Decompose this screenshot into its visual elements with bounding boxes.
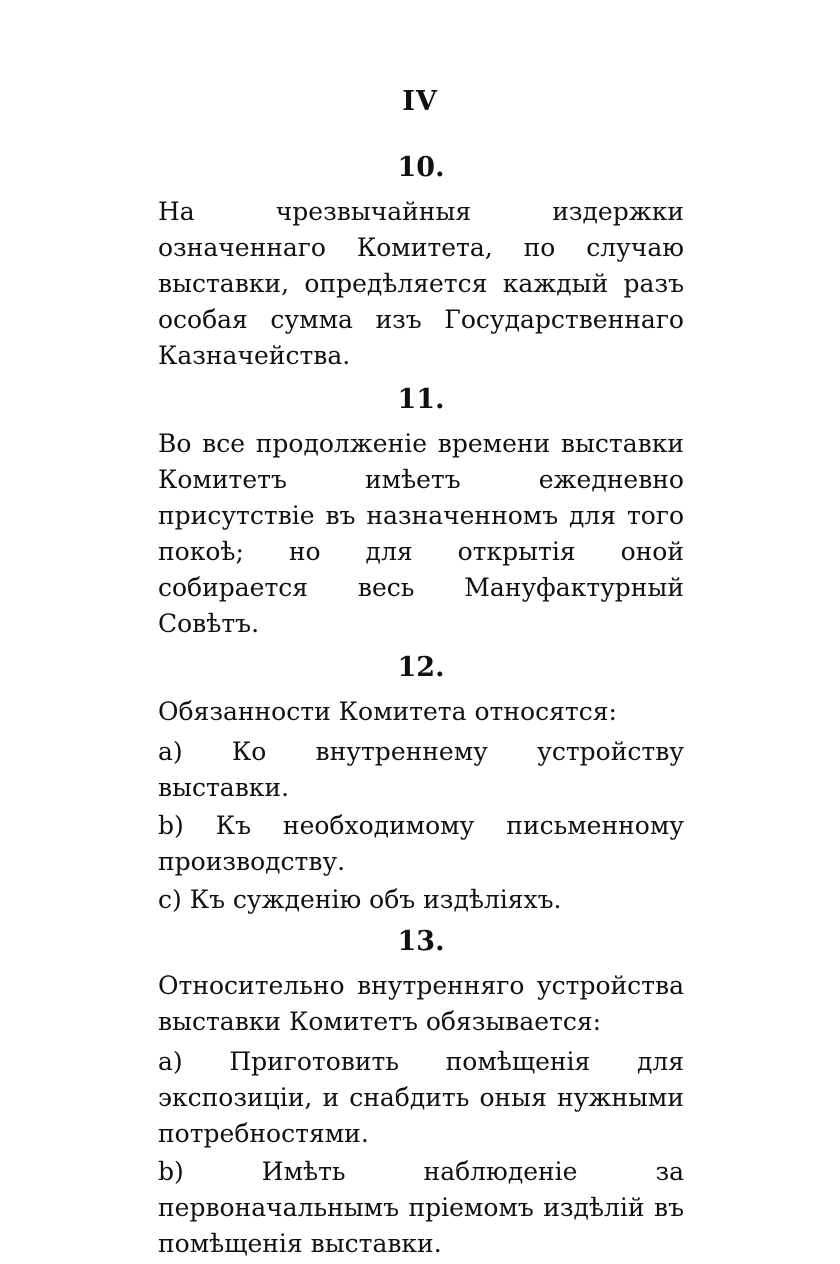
item-text: Приготовить помѣщенія для экспозиціи, и снабдить оныя нужными потребностями. — [158, 1047, 684, 1148]
main-text — [158, 144, 684, 1264]
section-11-paragraph: Во все продолженіе времени выставки Комитетъ имѣетъ ежедневно присутствіе въ назначенномъ для того покоѣ; но для открытія оной собирается весь Мануфактурный Совѣтъ. — [158, 429, 684, 638]
section-number-13: 13. — [397, 926, 445, 957]
item-text: Имѣть наблюденіе за первоначальнымъ пріемомъ издѣлій въ помѣщенія выставки. — [158, 1157, 685, 1258]
section-number-10: 10. — [397, 152, 445, 183]
section-13-intro: Относительно внутренняго устройства выставки Комитетъ обязывается: — [158, 971, 684, 1036]
section-13-item-a — [158, 1044, 684, 1152]
item-text: Къ сужденію объ издѣліяхъ. — [189, 885, 562, 914]
item-marker: c) — [158, 885, 182, 914]
item-marker: a) — [158, 737, 183, 766]
section-12-intro: Обязанности Комитета относятся: — [158, 697, 617, 726]
section-12-item-a — [158, 734, 684, 806]
item-text: Ко внутреннему устройству выставки. — [158, 737, 684, 802]
page-number: IV — [402, 86, 438, 117]
section-number-12: 12. — [397, 652, 445, 683]
section-10-paragraph: На чрезвычайныя издержки означеннаго Комитета, по случаю выставки, опредѣляется каждый разъ особая сумма изъ Государственнаго Казначейства. — [158, 197, 684, 370]
item-text: Къ необходимому письменному производству. — [158, 811, 684, 876]
section-12-item-c — [158, 882, 684, 918]
section-13-item-b — [158, 1154, 684, 1262]
item-marker: a) — [158, 1047, 183, 1076]
section-number-11: 11. — [397, 384, 445, 415]
item-marker: b) — [158, 811, 184, 840]
section-12-item-b — [158, 808, 684, 880]
item-marker: b) — [158, 1157, 184, 1186]
